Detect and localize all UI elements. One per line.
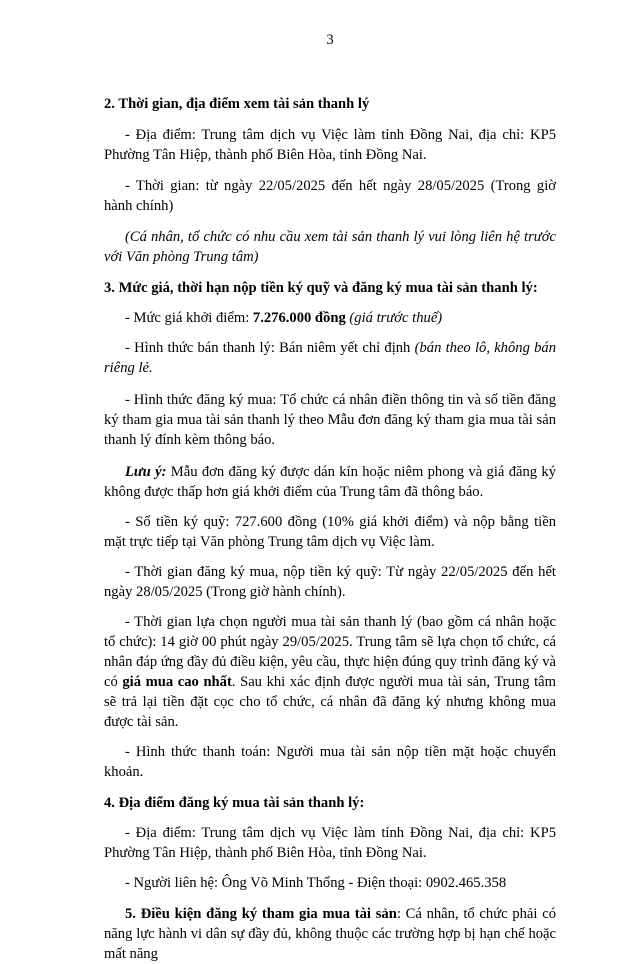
- note-label: Lưu ý:: [125, 464, 167, 480]
- section-3-heading: 3. Mức giá, thời hạn nộp tiền ký quỹ và đăng ký mua tài sản thanh lý:: [104, 280, 538, 296]
- section-3-payment: - Hình thức thanh toán: Người mua tài sản nộp tiền mặt hoặc chuyển khoản.: [104, 744, 556, 780]
- section-3-selection: [104, 612, 556, 732]
- note-text: Mẫu đơn đăng ký được dán kín hoặc niêm phong và giá đăng ký không được thấp hơn giá khởi điểm của Trung tâm đã thông báo.: [104, 464, 556, 500]
- section-2-heading: 2. Thời gian, địa điểm xem tài sản thanh lý: [104, 96, 370, 112]
- selection-part-1: - Thời gian lựa chọn người mua tài sản thanh lý (bao gồm cá nhân hoặc tổ chức): 14 giờ 00 phút ngày 29/05/2025. Trung tâm sẽ lựa chọn tổ chức, cá nhân đáp ứng đầy đủ điều kiện, yêu cầu, thực hiện đúng quy trình đăng ký và có: [104, 614, 556, 690]
- selection-bold: giá mua cao nhất: [122, 674, 232, 690]
- section-3-register-form: - Hình thức đăng ký mua: Tổ chức cá nhân điền thông tin và số tiền đăng ký tham gia mua tài sản thanh lý theo Mẫu đơn đăng ký tham gia mua tài sản thanh lý đính kèm thông báo.: [104, 392, 556, 448]
- section-4-heading: 4. Địa điểm đăng ký mua tài sản thanh lý:: [104, 795, 365, 811]
- section-5-heading: 5. Điều kiện đăng ký tham gia mua tài sản: [125, 906, 397, 922]
- section-5-paragraph: [104, 904, 556, 964]
- section-3-deposit: - Số tiền ký quỹ: 727.600 đồng (10% giá khởi điểm) và nộp bằng tiền mặt trực tiếp tại Văn phòng Trung tâm dịch vụ Việc làm.: [104, 514, 556, 550]
- page-number: 3: [326, 32, 334, 48]
- section-3-note: [104, 462, 556, 502]
- section-3-sale-form: [104, 338, 556, 378]
- section-2-time: - Thời gian: từ ngày 22/05/2025 đến hết ngày 28/05/2025 (Trong giờ hành chính): [104, 178, 556, 214]
- price-suffix: (giá trước thuế): [345, 310, 443, 326]
- section-3-register-time: - Thời gian đăng ký mua, nộp tiền ký quỹ: Từ ngày 22/05/2025 đến hết ngày 28/05/2025 (Trong giờ hành chính).: [104, 564, 556, 600]
- section-2-location: - Địa điểm: Trung tâm dịch vụ Việc làm tỉnh Đồng Nai, địa chỉ: KP5 Phường Tân Hiệp, thành phố Biên Hòa, tỉnh Đồng Nai.: [104, 127, 556, 163]
- section-3-price: [104, 308, 556, 328]
- section-2-note: (Cá nhân, tổ chức có nhu cầu xem tài sản thanh lý vui lòng liên hệ trước với Văn phòng Trung tâm): [104, 229, 556, 265]
- price-value: 7.276.000 đồng: [252, 310, 346, 326]
- price-prefix: - Mức giá khởi điểm:: [125, 310, 253, 326]
- section-4-contact: - Người liên hệ: Ông Võ Minh Thống - Điện thoại: 0902.465.358: [125, 875, 507, 891]
- section-5-text: : Cá nhân, tổ chức phải có năng lực hành vi dân sự đầy đủ, không thuộc các trường hợp bị hạn chế hoặc mất năng: [104, 906, 556, 962]
- selection-part-2: . Sau khi xác định được người mua tài sản, Trung tâm sẽ trả lại tiền đặt cọc cho tổ chức, cá nhân đã đăng ký nhưng không mua được tài sản.: [104, 674, 557, 730]
- sale-form-suffix: (bán theo lô, không bán riêng lẻ.: [104, 340, 556, 376]
- section-4-location: - Địa điểm: Trung tâm dịch vụ Việc làm tỉnh Đồng Nai, địa chỉ: KP5 Phường Tân Hiệp, thành phố Biên Hòa, tỉnh Đồng Nai.: [104, 825, 556, 861]
- sale-form-prefix: - Hình thức bán thanh lý: Bán niêm yết chỉ định: [125, 340, 415, 356]
